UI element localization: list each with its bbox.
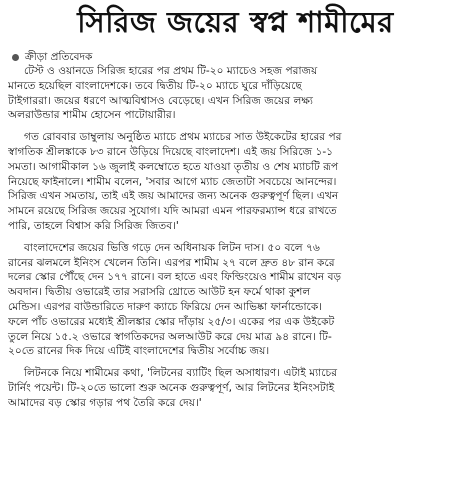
paragraph-line: দলের স্কোর পৌঁছে দেন ১৭৭ রানে। বল হাতে এবং ফিল্ডিংয়েও শামীম রাখেন বড় [8,271,342,284]
paragraph-line: সামনে রয়েছে সিরিজ জয়ের সুযোগ। যদি আমরা এমন পারফরম্যান্স ধরে রাখতে [8,205,337,218]
paragraph-line: অবদান। দ্বিতীয় ওভারেই তার সরাসরি থ্রোতে আউট হন ফর্মে থাকা কুশল [8,286,311,299]
paragraph-line: তুলে নিয়ে ১৫.২ ওভারে স্বাগতিকদের অলআউট করে দেয় মাত্র ৯৪ রানে। টি- [8,330,332,343]
paragraph-line: টেস্ট ও ওয়ানডে সিরিজ হারের পর প্রথম টি-২০ ম্যাচেও সহজ পরাজয় [24,65,318,77]
article-paragraph [8,64,463,123]
paragraph-line: মেন্ডিস। এরপর বাউন্ডারিতে দারুণ ক্যাচে ফিরিয়ে দেন আভিষ্কা ফার্নান্ডোকে। [8,300,323,313]
paragraph-line: লিটনকে নিয়ে শামীমের কথা, 'লিটনের ব্যাটিং ছিল অসাধারণ। এটাই ম্যাচের [24,367,338,380]
paragraph-line: আমাদের বড় স্কোর গড়ার পথ তৈরি করে দেয়।' [8,396,202,409]
byline-text: ক্রীড়া প্রতিবেদক [25,51,93,63]
article-body [8,64,463,411]
article-paragraph [8,366,463,410]
paragraph-line: ২০তে রানের দিক দিয়ে এটিই বাংলাদেশের দ্বিতীয় সর্বোচ্চ জয়। [8,345,270,358]
byline [8,50,463,64]
paragraph-line: রানের ঝলমলে ইনিংস খেলেন তিনি। এরপর শামীম ২৭ বলে দ্রুত ৪৮ রান করে [8,256,335,269]
paragraph-line: স্বাগতিক শ্রীলঙ্কাকে ৮৩ রানে উড়িয়ে দিয়েছে বাংলাদেশ। এই জয় সিরিজে ১-১ [8,145,334,158]
paragraph-line: ফলে পাঁচ ওভারের মধ্যেই শ্রীলঙ্কার স্কোর দাঁড়ায় ২৫/৩। একের পর এক উইকেট [8,315,335,328]
paragraph-line: টাইগাররা। জয়ের ধরণে আত্মবিশ্বাসও বেড়েছে। এখন সিরিজ জয়ের লক্ষ্য [8,94,313,107]
paragraph-line: পারি, তাহলে বিশ্বাস করি সিরিজ জিতব।' [8,219,179,232]
paragraph-line: টার্নিং পয়েন্ট। টি-২০তে ভালো শুরু অনেক গুরুত্বপূর্ণ, আর লিটনের ইনিংসটাই [8,381,335,394]
paragraph-line: অলরাউন্ডার শামীম হোসেন পাটোয়ারীর। [8,109,176,122]
paragraph-line: বাংলাদেশের জয়ের ভিত্তি গড়ে দেন অধিনায়ক লিটন দাস। ৫০ বলে ৭৬ [24,241,320,254]
article-paragraph [8,130,463,234]
headline: সিরিজ জয়ের স্বপ্ন শামীমের [77,5,394,39]
paragraph-line: সিরিজ এখন সমতায়, তাই এই জয় আমাদের জন্য অনেক গুরুত্বপূর্ণ ছিল। এখন [8,190,339,203]
paragraph-line: মানতে হয়েছিল বাংলাদেশকে। তবে দ্বিতীয় টি-২০ ম্যাচে ঘুরে দাঁড়িয়েছে [8,79,302,92]
paragraph-line: গত রোববার ডাম্বুলায় অনুষ্ঠিত ম্যাচে প্রথম ম্যাচের সাত উইকেটের হারের পর [24,131,342,144]
paragraph-line: নিয়েছে ফাইনালে। শামীম বলেন, 'সবার আগে ম্যাচ জেতাটা সবচেয়ে আনন্দের। [8,175,337,188]
paragraph-line: সমতা। আগামীকাল ১৬ জুলাই কলম্বোতে হতে যাওয়া তৃতীয় ও শেষ ম্যাচটি রূপ [8,160,339,173]
bullet-icon [12,54,19,61]
article-paragraph [8,241,463,359]
